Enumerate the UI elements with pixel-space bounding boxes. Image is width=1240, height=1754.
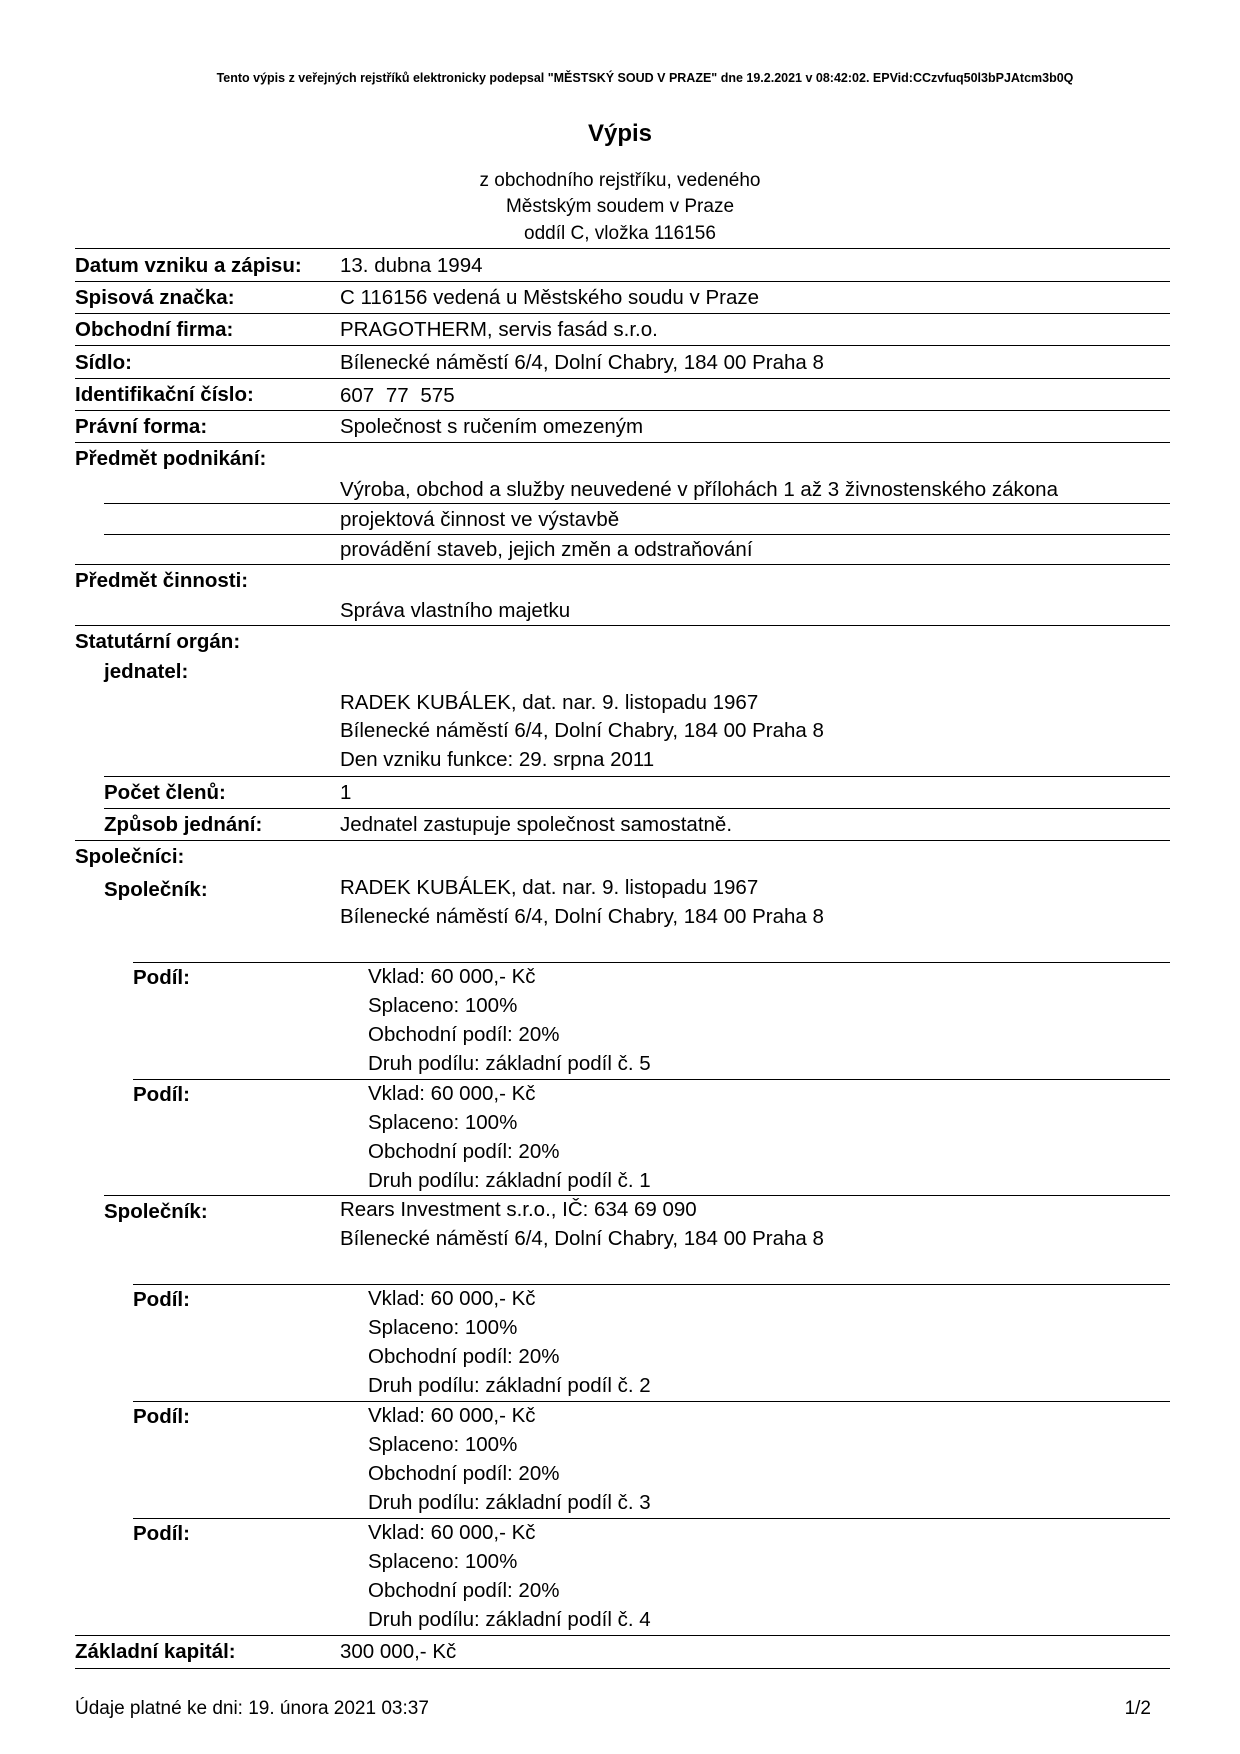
divider <box>75 313 1170 314</box>
subtitle-line-2: Městským soudem v Praze <box>505 196 735 217</box>
divider <box>133 1284 1170 1285</box>
zpusob-jednani-label: Způsob jednání: <box>104 813 263 836</box>
podil-label: Podíl: <box>133 966 190 989</box>
divider <box>75 248 1170 249</box>
spisova-znacka-label: Spisová značka: <box>75 286 235 309</box>
spolecnik-name: Rears Investment s.r.o., IČ: 634 69 090 <box>340 1198 697 1221</box>
podil-label: Podíl: <box>133 1405 190 1428</box>
podil-vklad: Vklad: 60 000,- Kč <box>368 1287 536 1310</box>
zakladni-kapital-label: Základní kapitál: <box>75 1640 236 1663</box>
divider <box>104 534 1170 535</box>
sidlo-label: Sídlo: <box>75 351 132 374</box>
podil-label: Podíl: <box>133 1288 190 1311</box>
podil-vklad: Vklad: 60 000,- Kč <box>368 1521 536 1544</box>
podil-splaceno: Splaceno: 100% <box>368 1550 518 1573</box>
podil-druh: Druh podílu: základní podíl č. 3 <box>368 1491 651 1514</box>
podil-obchodni: Obchodní podíl: 20% <box>368 1140 560 1163</box>
podil-obchodni: Obchodní podíl: 20% <box>368 1345 560 1368</box>
spisova-znacka-value: C 116156 vedená u Městského soudu v Praze <box>340 286 759 309</box>
obchodni-firma-label: Obchodní firma: <box>75 318 234 341</box>
podil-label: Podíl: <box>133 1083 190 1106</box>
sidlo-value: Bílenecké náměstí 6/4, Dolní Chabry, 184 00 Praha 8 <box>340 351 824 374</box>
podil-druh: Druh podílu: základní podíl č. 1 <box>368 1169 651 1192</box>
divider <box>75 625 1170 626</box>
divider <box>75 442 1170 443</box>
divider <box>75 564 1170 565</box>
spolecnik-address: Bílenecké náměstí 6/4, Dolní Chabry, 184 00 Praha 8 <box>340 1227 824 1250</box>
ico-label: Identifikační číslo: <box>75 383 254 406</box>
predmet-podnikani-item: Výroba, obchod a služby neuvedené v přílohách 1 až 3 živnostenského zákona <box>340 478 1058 501</box>
divider <box>75 840 1170 841</box>
podil-vklad: Vklad: 60 000,- Kč <box>368 965 536 988</box>
pravni-forma-label: Právní forma: <box>75 415 208 438</box>
page-number: 1/2 <box>1124 1698 1151 1719</box>
zakladni-kapital-value: 300 000,- Kč <box>340 1640 457 1663</box>
datum-vzniku-value: 13. dubna 1994 <box>340 254 483 277</box>
podil-splaceno: Splaceno: 100% <box>368 1111 518 1134</box>
divider <box>104 808 1170 809</box>
podil-vklad: Vklad: 60 000,- Kč <box>368 1082 536 1105</box>
divider <box>75 281 1170 282</box>
spolecnik-label: Společník: <box>104 1200 208 1223</box>
pocet-clenu-label: Počet členů: <box>104 781 226 804</box>
spolecnik-address: Bílenecké náměstí 6/4, Dolní Chabry, 184 00 Praha 8 <box>340 905 824 928</box>
predmet-cinnosti-item: Správa vlastního majetku <box>340 599 571 622</box>
divider <box>133 1401 1170 1402</box>
divider <box>133 1518 1170 1519</box>
divider <box>75 1635 1170 1636</box>
datum-vzniku-label: Datum vzniku a zápisu: <box>75 254 302 277</box>
predmet-cinnosti-label: Předmět činnosti: <box>75 569 249 592</box>
subtitle-line-3: oddíl C, vložka 116156 <box>524 223 716 244</box>
jednatel-label: jednatel: <box>104 660 189 683</box>
divider <box>104 1195 1170 1196</box>
jednatel-den-vzniku: Den vzniku funkce: 29. srpna 2011 <box>340 748 655 771</box>
podil-obchodni: Obchodní podíl: 20% <box>368 1579 560 1602</box>
signature-note: Tento výpis z veřejných rejstříků elektronicky podepsal "MĚSTSKÝ SOUD V PRAZE" dne 19.2.2021 v 08:42:02. EPVid:CCzvfuq50l3bPJAtcm3b0Q <box>216 71 1074 85</box>
spolecnici-label: Společníci: <box>75 845 185 868</box>
predmet-podnikani-item: provádění staveb, jejich změn a odstraňování <box>340 538 753 561</box>
predmet-podnikani-label: Předmět podnikání: <box>75 447 267 470</box>
page-title: Výpis <box>587 120 653 147</box>
podil-druh: Druh podílu: základní podíl č. 4 <box>368 1608 651 1631</box>
podil-splaceno: Splaceno: 100% <box>368 994 518 1017</box>
jednatel-name: RADEK KUBÁLEK, dat. nar. 9. listopadu 1967 <box>340 691 759 714</box>
obchodni-firma-value: PRAGOTHERM, servis fasád s.r.o. <box>340 318 658 341</box>
pocet-clenu-value: 1 <box>340 781 352 804</box>
podil-obchodni: Obchodní podíl: 20% <box>368 1023 560 1046</box>
divider <box>133 962 1170 963</box>
divider <box>75 1668 1170 1669</box>
divider <box>104 776 1170 777</box>
divider <box>75 378 1170 379</box>
podil-vklad: Vklad: 60 000,- Kč <box>368 1404 536 1427</box>
footer-valid-date: Údaje platné ke dni: 19. února 2021 03:37 <box>75 1698 429 1719</box>
podil-label: Podíl: <box>133 1522 190 1545</box>
spolecnik-name: RADEK KUBÁLEK, dat. nar. 9. listopadu 1967 <box>340 876 759 899</box>
podil-splaceno: Splaceno: 100% <box>368 1316 518 1339</box>
divider <box>75 410 1170 411</box>
zpusob-jednani-value: Jednatel zastupuje společnost samostatně. <box>340 813 733 836</box>
podil-obchodni: Obchodní podíl: 20% <box>368 1462 560 1485</box>
divider <box>133 1079 1170 1080</box>
pravni-forma-value: Společnost s ručením omezeným <box>340 415 644 438</box>
divider <box>75 345 1170 346</box>
podil-druh: Druh podílu: základní podíl č. 5 <box>368 1052 651 1075</box>
predmet-podnikani-item: projektová činnost ve výstavbě <box>340 508 620 531</box>
divider <box>104 503 1170 504</box>
podil-druh: Druh podílu: základní podíl č. 2 <box>368 1374 651 1397</box>
statutarni-organ-label: Statutární orgán: <box>75 630 241 653</box>
spolecnik-label: Společník: <box>104 878 208 901</box>
jednatel-address: Bílenecké náměstí 6/4, Dolní Chabry, 184 00 Praha 8 <box>340 719 824 742</box>
podil-splaceno: Splaceno: 100% <box>368 1433 518 1456</box>
ico-value: 607 77 575 <box>340 384 455 407</box>
subtitle-line-1: z obchodního rejstříku, vedeného <box>479 170 761 191</box>
